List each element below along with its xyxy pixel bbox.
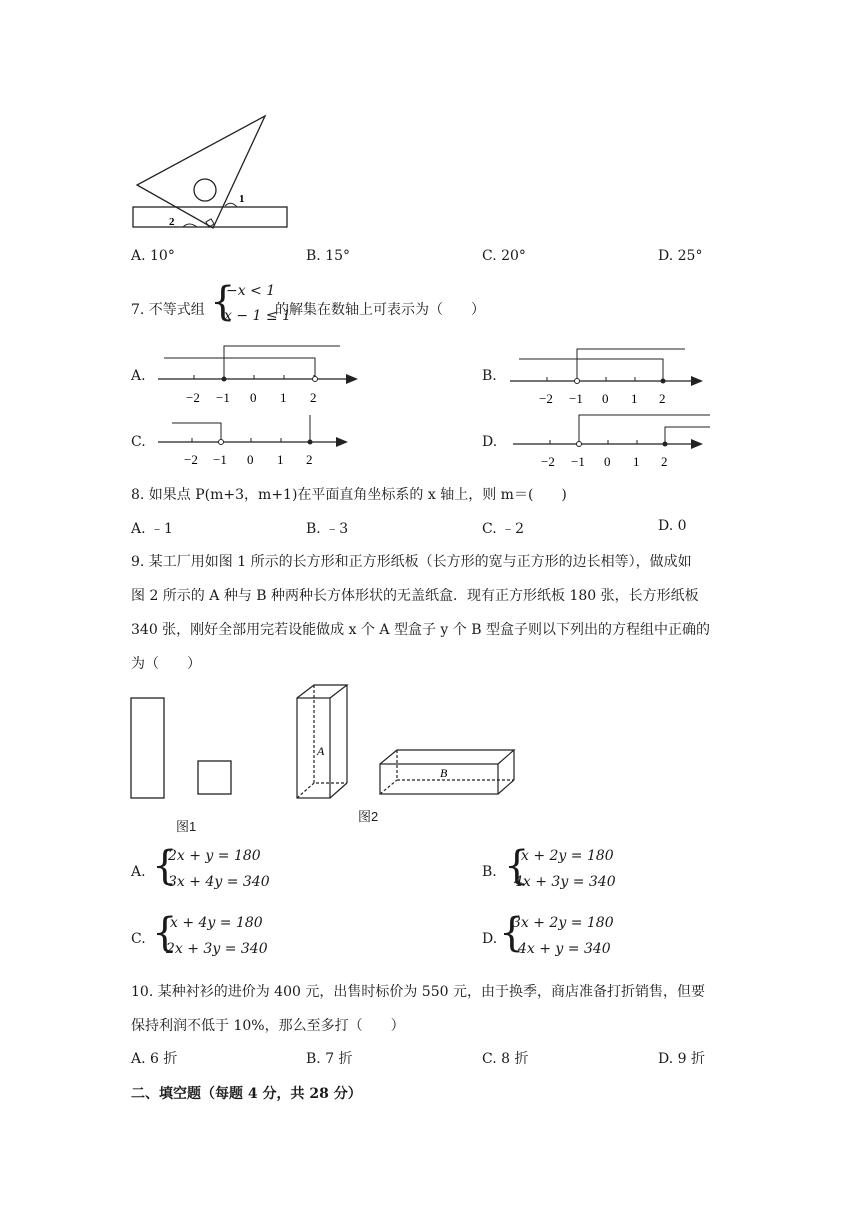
svg-text:−1: −1	[216, 390, 230, 405]
q10-stem-line-2: 保持利润不低于 10%，那么至多打（ ）	[131, 1018, 405, 1034]
ruler	[133, 207, 287, 227]
svg-text:−2: −2	[541, 454, 555, 469]
svg-text:2: 2	[306, 452, 313, 467]
q6-option-c: C. 20°	[482, 248, 526, 264]
q7-option-d-numberline	[505, 408, 715, 474]
q7-option-b-letter: B.	[482, 368, 497, 384]
q9-stem-line-2: 图 2 所示的 A 种与 B 种两种长方体形状的无盖纸盒．现有正方形纸板 180 张，长方形纸板	[131, 588, 699, 604]
box-b-label: B	[440, 766, 448, 780]
q9-option-c-letter: C.	[131, 931, 146, 947]
q9-figure2-caption: 图2	[358, 809, 379, 824]
section2-title: 二、填空题（每题 4 分，共 28 分）	[131, 1086, 362, 1102]
q9-option-b-eq2: 4x + 3y = 340	[514, 874, 616, 890]
q9-option-a-letter: A.	[131, 864, 146, 880]
q6-option-a: A. 10°	[131, 248, 175, 264]
q9-option-b-letter: B.	[482, 864, 497, 880]
svg-text:1: 1	[633, 454, 640, 469]
svg-text:1: 1	[631, 391, 638, 406]
rectangle-board	[131, 698, 164, 798]
q9-stem-line-4: 为（ ）	[131, 656, 201, 672]
set-square	[137, 116, 265, 228]
svg-text:−2: −2	[539, 391, 553, 406]
svg-text:2: 2	[661, 454, 668, 469]
q8-option-b: B. ﹣3	[306, 521, 349, 537]
q9-figure2	[292, 680, 522, 802]
q9-option-b-eq1: x + 2y = 180	[521, 848, 614, 864]
angle2-label: 2	[169, 216, 175, 228]
q9-option-a-brace: {	[152, 843, 178, 889]
q7-option-a-numberline	[150, 340, 370, 410]
q10-option-a: A. 6 折	[131, 1051, 178, 1067]
q9-option-c-brace: {	[152, 910, 178, 956]
square-board	[198, 761, 231, 794]
svg-text:−2: −2	[184, 452, 198, 467]
box-a-label: A	[317, 744, 325, 758]
q10-option-b: B. 7 折	[306, 1051, 353, 1067]
svg-text:−2: −2	[186, 390, 200, 405]
set-square-hole	[194, 179, 216, 201]
svg-text:2: 2	[310, 390, 317, 405]
q9-option-d-letter: D.	[482, 931, 498, 947]
q6-triangle-figure	[125, 110, 300, 235]
svg-text:1: 1	[277, 452, 284, 467]
q7-option-d-letter: D.	[482, 434, 498, 450]
svg-text:1: 1	[280, 390, 287, 405]
svg-text:0: 0	[250, 390, 257, 405]
svg-text:0: 0	[602, 391, 609, 406]
q7-option-a-letter: A.	[131, 368, 146, 384]
q7-option-b-numberline	[505, 342, 715, 412]
q7-brace: {	[210, 279, 236, 325]
q9-option-d-eq2: 4x + y = 340	[518, 941, 611, 957]
q9-stem-line-3: 340 张，刚好全部用完若设能做成 x 个 A 型盒子 y 个 B 型盒子则以下列出的方程组中正确的	[131, 622, 710, 638]
q10-stem-line-1: 10. 某种衬衫的进价为 400 元，出售时标价为 550 元，由于换季，商店准备打折销售，但要	[131, 984, 705, 1000]
q7-inequality-1: −x < 1	[226, 283, 276, 299]
angle1-label: 1	[239, 193, 245, 205]
svg-text:−1: −1	[213, 452, 227, 467]
q9-figure1	[128, 695, 238, 803]
q10-option-d: D. 9 折	[658, 1051, 705, 1067]
q9-option-c-eq2: 2x + 3y = 340	[166, 941, 268, 957]
q8-stem: 8. 如果点 P(m+3，m+1)在平面直角坐标系的 x 轴上，则 m＝( )	[131, 487, 567, 503]
svg-text:0: 0	[604, 454, 611, 469]
q9-option-a-eq2: 3x + 4y = 340	[168, 874, 270, 890]
q9-figure1-caption: 图1	[176, 819, 197, 834]
q9-option-b-brace: {	[504, 843, 530, 889]
q6-option-b: B. 15°	[306, 248, 351, 264]
q8-option-c: C. ﹣2	[482, 521, 525, 537]
svg-text:−1: −1	[569, 391, 583, 406]
box-a	[297, 685, 347, 798]
q7-inequality-2: x − 1 ≤ 1	[224, 308, 291, 324]
q8-option-a: A. ﹣1	[131, 521, 173, 537]
svg-text:2: 2	[659, 391, 666, 406]
q9-stem-line-1: 9. 某工厂用如图 1 所示的长方形和正方形纸板（长方形的宽与正方形的边长相等），做成如	[131, 554, 692, 570]
q7-option-c-letter: C.	[131, 434, 146, 450]
q7-stem-suffix: 的解集在数轴上可表示为（ ）	[275, 302, 485, 318]
q9-option-a-eq1: 2x + y = 180	[168, 848, 261, 864]
q8-option-d: D. 0	[658, 518, 687, 534]
q9-option-d-eq1: 3x + 2y = 180	[512, 915, 614, 931]
q7-stem-prefix: 7. 不等式组	[131, 302, 205, 318]
svg-text:0: 0	[247, 452, 254, 467]
q7-option-c-numberline	[150, 412, 360, 472]
svg-text:−1: −1	[571, 454, 585, 469]
q10-option-c: C. 8 折	[482, 1051, 529, 1067]
q6-option-d: D. 25°	[658, 248, 703, 264]
q9-option-d-brace: {	[499, 910, 525, 956]
q9-option-c-eq1: x + 4y = 180	[170, 915, 263, 931]
